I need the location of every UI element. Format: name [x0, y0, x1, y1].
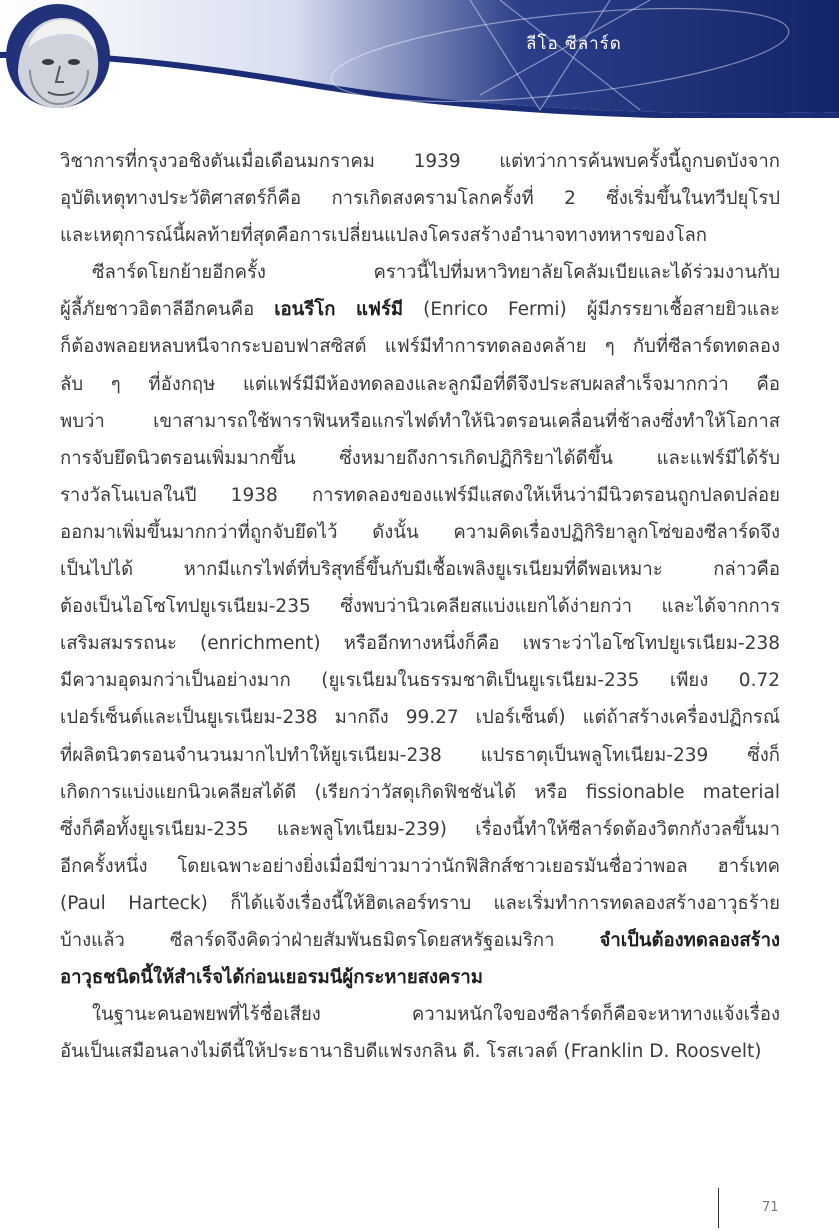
text-line: มีความอุดมกว่าเป็นอย่างมาก (ยูเรเนียมในธรรมชาติเป็นยูเรเนียม-235 เพียง 0.72 — [60, 670, 780, 692]
atom-banner-graphic — [0, 0, 839, 118]
text-run: บ้างแล้ว ซีลาร์ดจึงคิดว่าฝ่ายสัมพันธมิตรโดยสหรัฐอเมริกา — [60, 929, 600, 951]
text-line: ลับ ๆ ที่อังกฤษ แต่แฟร์มีมีห้องทดลองและลูกมือที่ดีจึงประสบผลสำเร็จมากกว่า คือ — [60, 373, 780, 395]
article-body — [60, 143, 780, 1070]
author-portrait-image — [0, 0, 110, 112]
running-title: ลีโอ ซีลาร์ด — [526, 34, 622, 54]
text-line: อันเป็นเสมือนลางไม่ดีนี้ให้ประธานาธิบดีแฟรงกลิน ดี. โรสเวลต์ (Franklin D. Roosvelt) — [60, 1041, 762, 1063]
text-run: ผู้ลี้ภัยชาวอิตาลีอีกคนคือ — [60, 299, 275, 321]
text-line: รางวัลโนเบลในปี 1938 การทดลองของแฟร์มีแสดงให้เห็นว่ามีนิวตรอนถูกปลดปล่อย — [60, 484, 780, 506]
text-line: ซึ่งก็คือทั้งยูเรเนียม-235 และพลูโทเนียม-239) เรื่องนี้ทำให้ซีลาร์ดต้องวิตกกังวลขึ้นมา — [60, 818, 780, 840]
text-line: ก็ต้องพลอยหลบหนีจากระบอบฟาสซิสต์ แฟร์มีทำการทดลองคล้าย ๆ กับที่ซีลาร์ดทดลอง — [60, 336, 780, 358]
text-line: อุบัติเหตุทางประวัติศาสตร์ก็คือ การเกิดสงครามโลกครั้งที่ 2 ซึ่งเริ่มขึ้นในทวีปยุโรป — [60, 188, 780, 210]
text-line: ในฐานะคนอพยพที่ไร้ชื่อเสียง ความหนักใจของซีลาร์ดก็คือจะหาทางแจ้งเรื่อง — [92, 1004, 780, 1026]
text-line: และเหตุการณ์นี้ผลท้ายที่สุดคือการเปลี่ยนแปลงโครงสร้างอำนาจทางทหารของโลก — [60, 225, 708, 247]
text-line: ต้องเป็นไอโซโทปยูเรเนียม-235 ซึ่งพบว่านิวเคลียสแบ่งแยกได้ง่ายกว่า และได้จากการ — [60, 596, 780, 618]
text-line: (Paul Harteck) ก็ได้แจ้งเรื่องนี้ให้ฮิตเลอร์ทราบ และเริ่มทำการทดลองสร้างอาวุธร้าย — [60, 892, 780, 914]
text-line: เสริมสมรรถนะ (enrichment) หรืออีกทางหนึ่งก็คือ เพราะว่าไอโซโทปยูเรเนียม-238 — [60, 633, 780, 655]
text-line — [60, 959, 780, 996]
text-line: ซีลาร์ดโยกย้ายอีกครั้ง คราวนี้ไปที่มหาวิทยาลัยโคลัมเบียและได้ร่วมงานกับ — [92, 262, 780, 284]
bold-emphasis: อาวุธชนิดนี้ให้สำเร็จได้ก่อนเยอรมนีผู้กระหายสงคราม — [60, 967, 483, 989]
page-header-banner — [0, 0, 839, 118]
text-run: (Enrico Fermi) ผู้มีภรรยาเชื้อสายยิวและ — [403, 299, 780, 321]
text-line: ที่ผลิตนิวตรอนจำนวนมากไปทำให้ยูเรเนียม-238 แปรธาตุเป็นพลูโทเนียม-239 ซึ่งก็ — [60, 744, 780, 766]
text-line — [60, 291, 780, 328]
bold-emphasis: เอนรีโก แฟร์มี — [274, 299, 404, 321]
text-line: อีกครั้งหนึ่ง โดยเฉพาะอย่างยิ่งเมื่อมีข่าวมาว่านักฟิสิกส์ชาวเยอรมันชื่อว่าพอล ฮาร์เทค — [60, 855, 780, 877]
text-line: ออกมาเพิ่มขึ้นมากกว่าที่ถูกจับยึดไว้ ดังนั้น ความคิดเรื่องปฏิกิริยาลูกโซ่ของซีลาร์ดจึง — [60, 521, 780, 543]
text-line: เกิดการแบ่งแยกนิวเคลียสได้ดี (เรียกว่าวัสดุเกิดฟิชชันได้ หรือ fissionable material — [60, 781, 780, 803]
bold-emphasis: จำเป็นต้องทดลองสร้าง — [599, 929, 780, 951]
text-line: พบว่า เขาสามารถใช้พาราฟินหรือแกรไฟต์ทำให้นิวตรอนเคลื่อนที่ช้าลงซึ่งทำให้โอกาส — [60, 410, 780, 432]
text-line: เป็นไปได้ หากมีแกรไฟต์ที่บริสุทธิ์ขึ้นกับมีเชื้อเพลิงยูเรเนียมที่ดีพอเหมาะ กล่าวคือ — [60, 559, 780, 581]
text-line — [60, 922, 780, 959]
page-number: 71 — [762, 1200, 779, 1215]
text-line: เปอร์เซ็นต์และเป็นยูเรเนียม-238 มากถึง 99.27 เปอร์เซ็นต์) แต่ถ้าสร้างเครื่องปฏิกรณ์ — [60, 707, 780, 729]
footer-divider — [718, 1188, 719, 1228]
text-line: การจับยึดนิวตรอนเพิ่มมากขึ้น ซึ่งหมายถึงการเกิดปฏิกิริยาได้ดีขึ้น และแฟร์มีได้รับ — [60, 447, 780, 469]
text-line: วิชาการที่กรุงวอชิงตันเมื่อเดือนมกราคม 1939 แต่ทว่าการค้นพบครั้งนี้ถูกบดบังจาก — [60, 151, 780, 172]
